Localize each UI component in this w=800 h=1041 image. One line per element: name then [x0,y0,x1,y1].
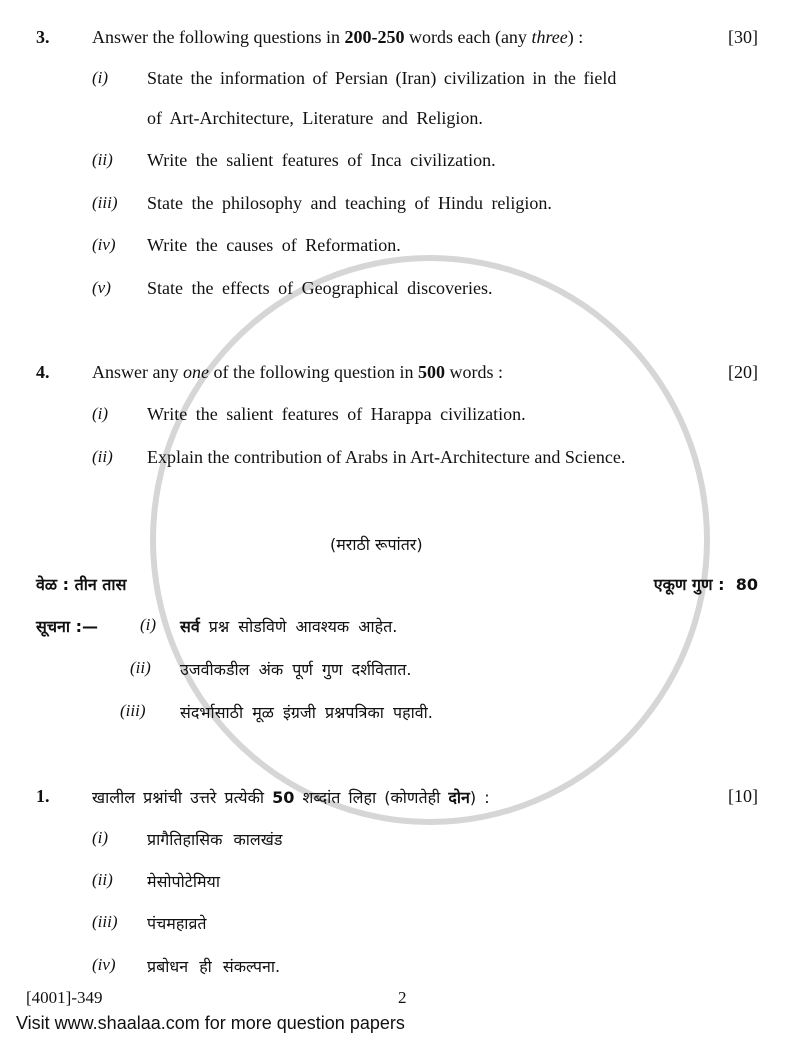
paper-code: [4001]-349 [26,988,103,1007]
section-heading: (मराठी रूपांतर) [330,535,423,554]
marathi-question-1-prompt: खालील प्रश्नांची उत्तरे प्रत्येकी 50 शब्दांत लिहा (कोणतेही दोन) : [92,788,490,807]
question-4-prompt: Answer any one of the following question in 500 words : [92,362,503,382]
question-3-prompt: Answer the following questions in 200-250 words each (any three) : [92,27,584,47]
footer-visit-link[interactable]: Visit www.shaalaa.com for more question papers [16,1013,405,1033]
marks: [30] [728,27,758,47]
page-number: 2 [398,988,407,1007]
watermark-circle [150,255,710,825]
